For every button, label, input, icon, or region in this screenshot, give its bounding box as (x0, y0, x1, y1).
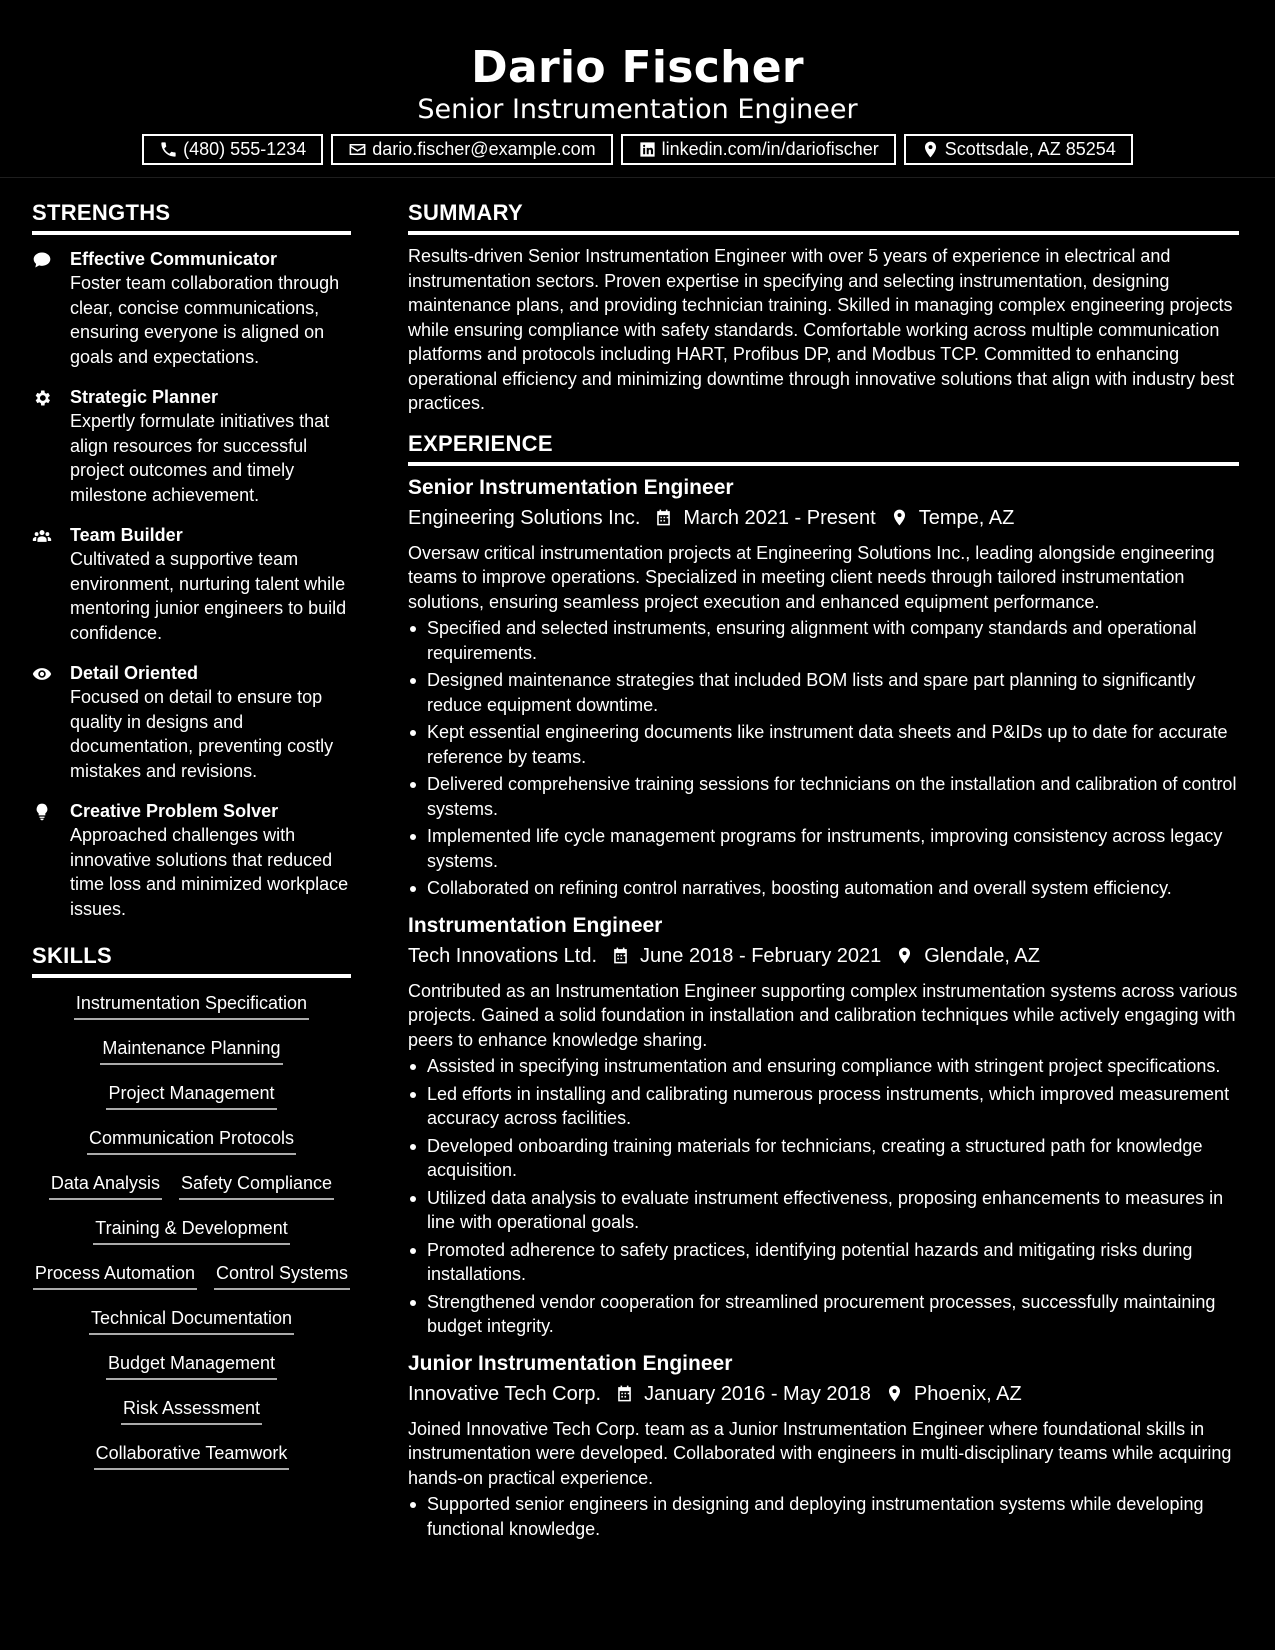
contact-linkedin-text: linkedin.com/in/dariofischer (661, 139, 879, 159)
contact-email-text: dario.fischer@example.com (372, 139, 596, 159)
location-icon (921, 140, 940, 159)
strength-description: Approached challenges with innovative solutions that reduced time loss and minimized workplace issues. (70, 825, 349, 919)
skills-list (32, 992, 351, 1470)
location-icon (885, 1384, 904, 1403)
job-description: Contributed as an Instrumentation Engineer supporting complex instrumentation systems across various projects. Gained a solid foundation in installation and calibration techniques while actively engaging with peers to enhance knowledge sharing. (408, 980, 1238, 1050)
calendar-icon (654, 508, 673, 527)
job-dates: March 2021 - Present (683, 506, 876, 529)
calendar-icon (611, 946, 630, 965)
gear-icon (32, 388, 52, 408)
contact-location[interactable] (904, 134, 1133, 165)
location-icon (895, 946, 914, 965)
skills-heading: SKILLS (32, 943, 351, 978)
list-item: Assisted in specifying instrumentation and ensuring compliance with stringent project specifications. (408, 1054, 1239, 1079)
summary-heading: SUMMARY (408, 200, 1239, 235)
job-description: Oversaw critical instrumentation projects at Engineering Solutions Inc., leading alongside engineering teams to improve operations. Specialized in meeting client needs through tailored instrumentation solutions, ensuring seamless project execution and enhanced equipment performance. (408, 542, 1215, 612)
job-entry (408, 474, 1239, 901)
list-item: Supported senior engineers in designing and deploying instrumentation systems while developing functional knowledge. (408, 1492, 1239, 1541)
experience-heading: EXPERIENCE (408, 431, 1239, 466)
envelope-icon (348, 140, 367, 159)
resume-header (0, 0, 1275, 178)
job-meta (408, 941, 1239, 971)
contact-email[interactable] (331, 134, 612, 165)
skill-tag: Training & Development (93, 1217, 289, 1245)
job-bullets (408, 1492, 1239, 1541)
strength-description: Foster team collaboration through clear, concise communications, ensuring everyone is aligned on goals and expectations. (70, 273, 340, 367)
job-location: Tempe, AZ (918, 506, 1015, 529)
strengths-heading: STRENGTHS (32, 200, 351, 235)
job-location: Phoenix, AZ (913, 1382, 1022, 1405)
job-company: Tech Innovations Ltd. (408, 944, 598, 967)
list-item: Led efforts in installing and calibrating numerous process instruments, which improved measurement accuracy across facilities. (408, 1082, 1239, 1131)
job-company: Innovative Tech Corp. (408, 1382, 602, 1405)
location-icon (890, 508, 909, 527)
strength-item (32, 385, 351, 507)
strength-item (32, 247, 351, 369)
job-title: Instrumentation Engineer (408, 913, 663, 937)
skill-tag: Data Analysis (49, 1172, 162, 1200)
skill-tag: Technical Documentation (89, 1307, 294, 1335)
job-description: Joined Innovative Tech Corp. team as a Junior Instrumentation Engineer where foundational skills in instrumentation were developed. Collaborated with engineers in multi-disciplinary teams while acquiring hands-on practical experience. (408, 1418, 1232, 1488)
list-item: Designed maintenance strategies that included BOM lists and spare part planning to significantly reduce equipment downtime. (408, 668, 1239, 717)
job-entry (408, 912, 1239, 1339)
strength-description: Cultivated a supportive team environment, nurturing talent while mentoring junior engineers to build confidence. (70, 549, 347, 643)
list-item: Kept essential engineering documents like instrument data sheets and P&IDs up to date for accurate reference by teams. (408, 720, 1239, 769)
strength-title: Strategic Planner (70, 387, 219, 407)
lightbulb-icon (32, 802, 52, 822)
strength-item (32, 661, 351, 783)
skill-tag: Safety Compliance (179, 1172, 334, 1200)
list-item: Utilized data analysis to evaluate instrument effectiveness, proposing enhancements to measures in line with operational goals. (408, 1186, 1239, 1235)
job-title: Senior Instrumentation Engineer (408, 475, 734, 499)
contact-phone[interactable] (142, 134, 323, 165)
eye-icon (32, 664, 52, 684)
skill-tag: Process Automation (33, 1262, 197, 1290)
right-column (408, 200, 1239, 1544)
skill-tag: Risk Assessment (121, 1397, 262, 1425)
users-icon (32, 526, 52, 546)
list-item: Delivered comprehensive training sessions for technicians on the installation and calibration of control systems. (408, 772, 1239, 821)
list-item: Collaborated on refining control narratives, boosting automation and overall system efficiency. (408, 876, 1239, 901)
strength-item (32, 523, 351, 645)
strength-description: Expertly formulate initiatives that align resources for successful project outcomes and timely milestone achievement. (70, 411, 330, 505)
skill-tag: Collaborative Teamwork (94, 1442, 290, 1470)
skill-tag: Project Management (106, 1082, 276, 1110)
skill-tag: Maintenance Planning (100, 1037, 282, 1065)
list-item: Specified and selected instruments, ensuring alignment with company standards and operational requirements. (408, 616, 1239, 665)
strength-description: Focused on detail to ensure top quality in designs and documentation, preventing costly mistakes and revisions. (70, 687, 334, 781)
job-meta (408, 503, 1239, 533)
contact-linkedin[interactable] (621, 134, 896, 165)
skill-tag: Instrumentation Specification (74, 992, 309, 1020)
skill-tag: Budget Management (106, 1352, 277, 1380)
skill-tag: Control Systems (214, 1262, 350, 1290)
strength-title: Effective Communicator (70, 249, 278, 269)
strength-title: Detail Oriented (70, 663, 199, 683)
list-item: Implemented life cycle management programs for instruments, improving consistency across legacy systems. (408, 824, 1239, 873)
contact-location-text: Scottsdale, AZ 85254 (944, 139, 1116, 159)
contact-phone-text: (480) 555-1234 (183, 139, 307, 159)
list-item: Strengthened vendor cooperation for streamlined procurement processes, successfully maintaining budget integrity. (408, 1290, 1239, 1339)
strengths-list (32, 247, 351, 921)
job-entry (408, 1350, 1239, 1542)
job-dates: June 2018 - February 2021 (640, 944, 882, 967)
phone-icon (159, 140, 178, 159)
list-item: Developed onboarding training materials for technicians, creating a structured path for knowledge acquisition. (408, 1134, 1239, 1183)
job-dates: January 2016 - May 2018 (644, 1382, 871, 1405)
job-title: Junior Instrumentation Engineer (408, 1351, 733, 1375)
candidate-title: Senior Instrumentation Engineer (417, 94, 858, 125)
job-location: Glendale, AZ (924, 944, 1040, 967)
job-company: Engineering Solutions Inc. (408, 506, 641, 529)
candidate-name: Dario Fischer (471, 42, 804, 93)
job-bullets (408, 616, 1239, 901)
strength-title: Creative Problem Solver (70, 801, 279, 821)
calendar-icon (615, 1384, 634, 1403)
summary-text: Results-driven Senior Instrumentation Engineer with over 5 years of experience in electrical and instrumentation sectors. Proven expertise in specifying and selecting instrumentation, designing maintenance plans, and providing technician training. Skilled in managing complex engineering projects while ensuring compliance with safety standards. Comfortable working across multiple communication platforms and protocols including HART, Profibus DP, and Modbus TCP. Committed to enhancing operational efficiency and minimizing downtime through innovative solutions that align with industry best practices. (408, 246, 1235, 413)
list-item: Promoted adherence to safety practices, identifying potential hazards and mitigating risks during installations. (408, 1238, 1239, 1287)
strength-title: Team Builder (70, 525, 183, 545)
linkedin-icon (638, 140, 657, 159)
skill-tag: Communication Protocols (87, 1127, 296, 1155)
strength-item (32, 799, 351, 921)
left-column (32, 200, 351, 1470)
contact-bar (0, 134, 1275, 165)
job-bullets (408, 1054, 1239, 1339)
job-meta (408, 1379, 1239, 1409)
speech-bubble-icon (32, 250, 52, 270)
